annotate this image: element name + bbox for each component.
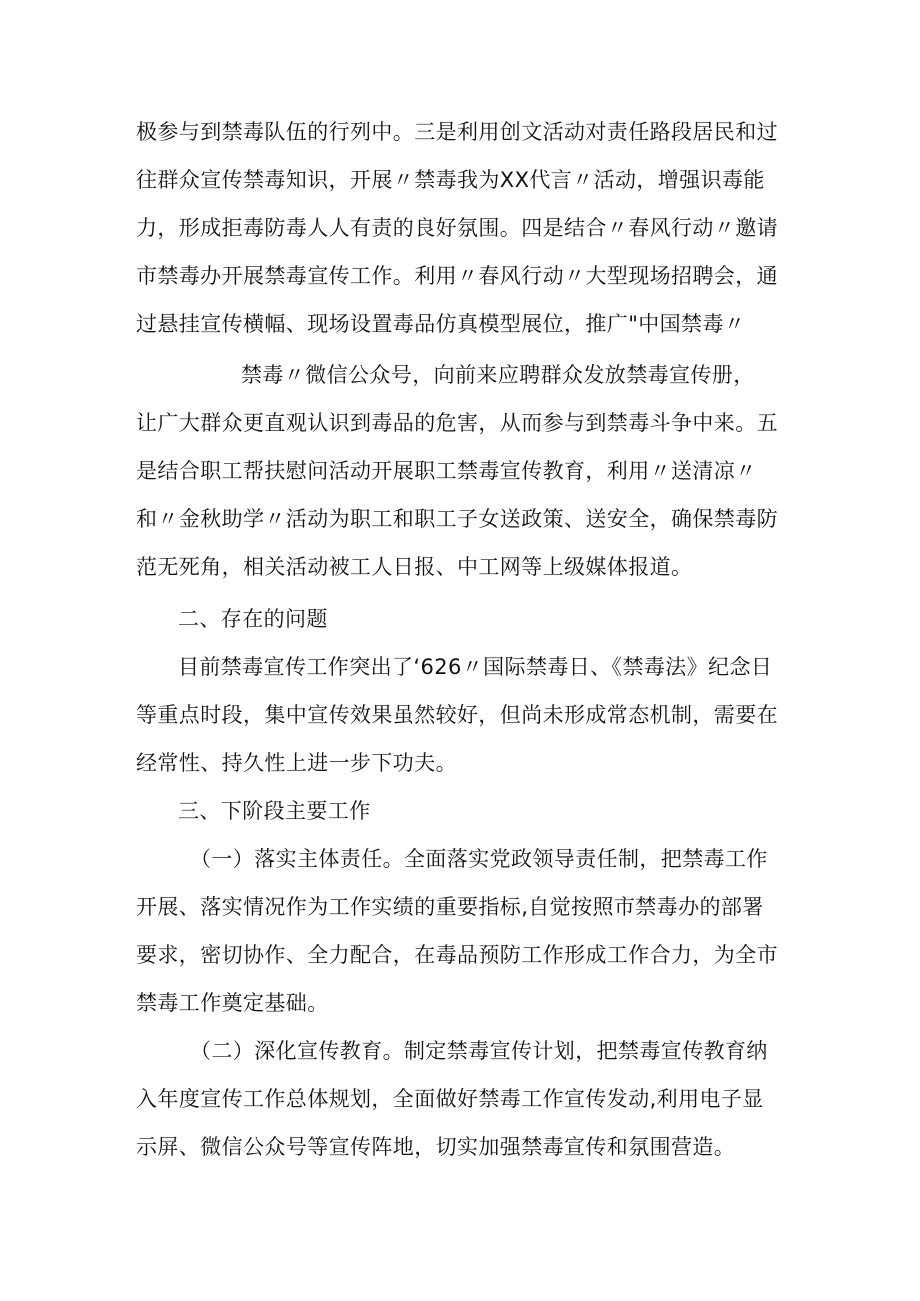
paragraph-line: 过悬挂宣传横幅、现场设置毒品仿真模型展位，推广"中国禁毒〃 [136,312,746,336]
paragraph-line: 禁毒〃微信公众号，向前来应聘群众发放禁毒宣传册， [241,363,755,387]
paragraph-line: 范无死角，相关活动被工人日报、中工网等上级媒体报道。 [136,555,693,579]
paragraph-line: （一）落实主体责任。全面落实党政领导责任制，把禁毒工作 [190,847,768,871]
paragraph-line: 极参与到禁毒队伍的行列中。三是利用创文活动对责任路段居民和过 [136,120,778,144]
paragraph-line: （二）深化宣传教育。制定禁毒宣传计划，把禁毒宣传教育纳 [190,1039,768,1063]
paragraph-line: 禁毒工作奠定基础。 [136,991,329,1015]
paragraph-line: 市禁毒办开展禁毒宣传工作。利用〃春风行动〃大型现场招聘会，通 [136,264,778,288]
paragraph-line: 和〃金秋助学〃活动为职工和职工子女送政策、送安全，确保禁毒防 [136,507,778,531]
paragraph-line: 力，形成拒毒防毒人人有责的良好氛围。四是结合〃春风行动〃邀请 [136,216,778,240]
paragraph-line: 是结合职工帮扶慰问活动开展职工禁毒宣传教育，利用〃送清凉〃 [136,459,757,483]
paragraph-line: 让广大群众更直观认识到毒品的危害，从而参与到禁毒斗争中来。五 [136,411,778,435]
paragraph-line: 等重点时段，集中宣传效果虽然较好，但尚未形成常态机制，需要在 [136,703,778,727]
paragraph-line: 示屏、微信公众号等宣传阵地，切实加强禁毒宣传和氛围营造。 [136,1135,736,1159]
paragraph-line: 往群众宣传禁毒知识，开展〃禁毒我为XX代言〃活动，增强识毒能 [136,168,765,192]
paragraph-line: 要求，密切协作、全力配合，在毒品预防工作形成工作合力，为全市 [136,943,778,967]
paragraph-line: 开展、落实情况作为工作实绩的重要指标,自觉按照市禁毒办的部署 [136,895,764,919]
paragraph-line: 经常性、持久性上进一步下功夫。 [136,751,457,775]
paragraph-line: 入年度宣传工作总体规划，全面做好禁毒工作宣传发动,利用电子显 [136,1087,764,1111]
section-heading: 三、下阶段主要工作 [178,799,371,823]
section-heading: 二、存在的问题 [178,607,328,631]
paragraph-line: 目前禁毒宣传工作突出了‘626〃国际禁毒日、《禁毒法》纪念日 [178,655,773,679]
